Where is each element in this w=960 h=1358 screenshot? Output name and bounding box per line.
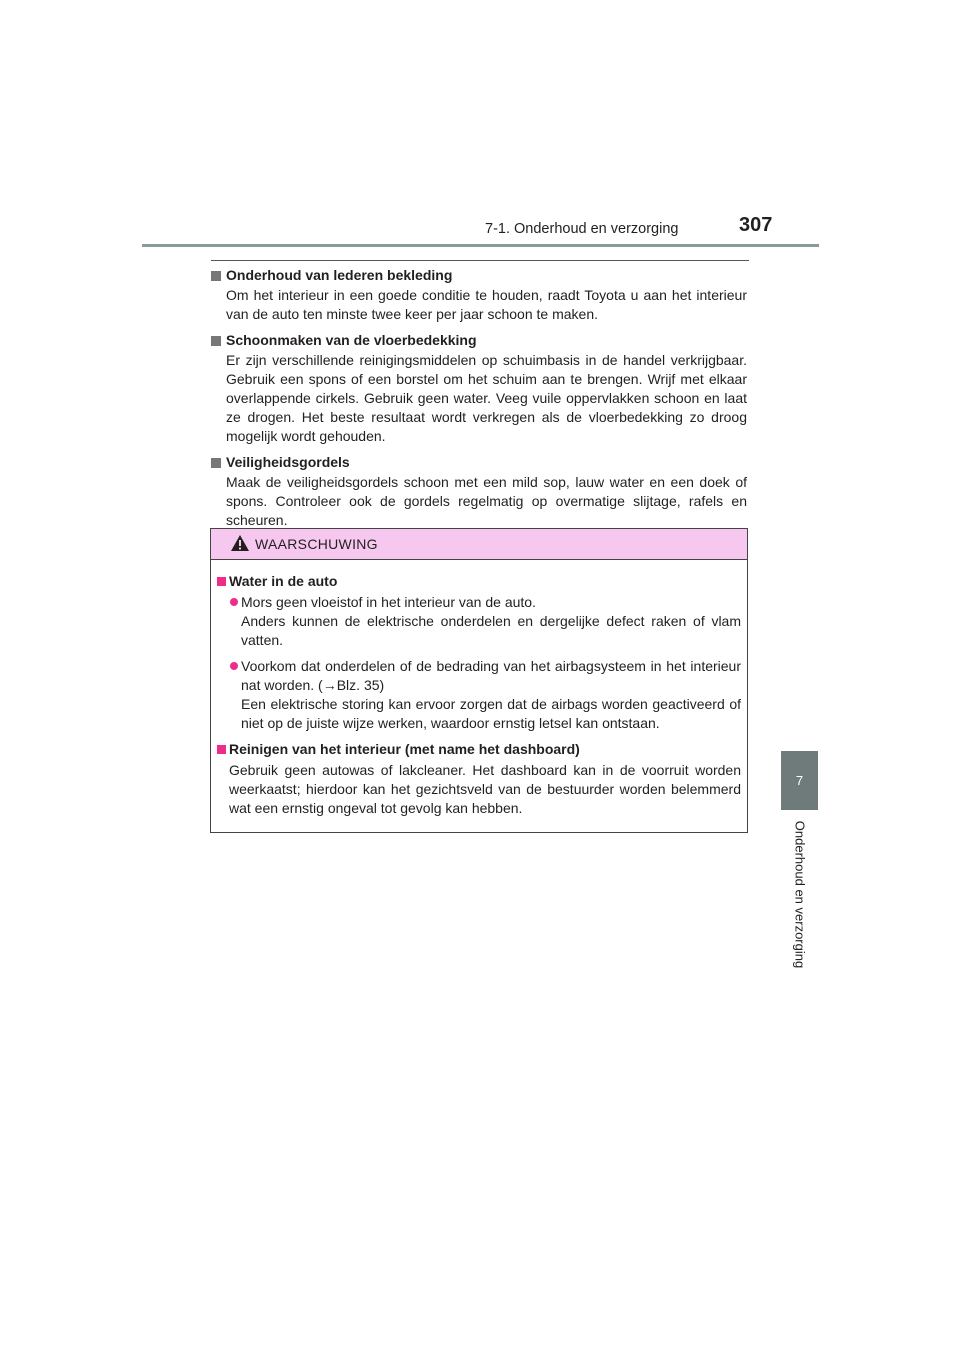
section-title: Schoonmaken van de vloerbedekking [226,332,477,348]
section-body: Om het interieur in een goede conditie te houden, raadt Toyota u aan het interieur van de auto ten minste twee keer per jaar schoon te maken. [226,287,747,322]
list-item: Mors geen vloeistof in het interieur van de auto. Anders kunnen de elektrische onderdelen en dergelijke defect raken of vlam vatten. [217,593,741,650]
square-bullet-icon [211,336,221,346]
warning-item-title: Reinigen van het interieur (met name het dashboard) [229,741,580,757]
chapter-tab: 7 [781,751,818,810]
warning-box [210,528,748,833]
list-item: Voorkom dat onderdelen of de bedrading van het airbagsysteem in het interieur nat worden. (→Blz. 35) Een elektrische storing kan ervoor zorgen dat de airbags worden geactiveerd of niet op de juiste wijze werken, waardoor ernstig letsel kan ontstaan. [217,657,741,733]
square-bullet-icon [217,745,226,754]
section-carpet [211,331,747,446]
square-bullet-icon [217,577,226,586]
section-body: Maak de veiligheidsgordels schoon met een mild sop, lauw water en een doek of spons. Controleer ook de gordels regelmatig op overmatige slijtage, rafels en scheuren. [226,474,747,528]
square-bullet-icon [211,458,221,468]
content-rule [211,260,749,261]
warning-title: WAARSCHUWING [255,536,378,552]
section-title: Onderhoud van lederen bekleding [226,267,453,283]
header-rule [142,244,819,247]
warning-item-title: Water in de auto [229,573,338,589]
square-bullet-icon [211,271,221,281]
section-leather [211,266,747,324]
chapter-title: Onderhoud en verzorging [792,820,808,969]
warning-body [211,560,747,818]
round-bullet-icon [230,662,238,670]
warning-triangle-icon [230,534,250,552]
round-bullet-icon [230,598,238,606]
section-title: Veiligheidsgordels [226,454,350,470]
warning-item-body: Gebruik geen autowas of lakcleaner. Het dashboard kan in de voorruit worden weerkaatst; hierdoor kan het gezichtsveld van de bestuurder worden belemmerd wat een ernstig ongeval tot gevolg kan hebben. [229,762,741,816]
main-content [211,266,747,537]
warning-header [211,529,747,560]
section-body: Er zijn verschillende reinigingsmiddelen op schuimbasis in de handel verkrijgbaar. Gebruik een spons of een borstel om het schuim aan te brengen. Wrijf met elkaar overlappende cirkels. Gebruik geen water. Veeg vuile oppervlakken schoon en laat ze drogen. Het beste resultaat wordt verkregen als de vloerbedekking zo droog mogelijk wordt gehouden. [226,352,747,444]
running-header-section: 7-1. Onderhoud en verzorging [485,221,679,237]
page-number: 307 [739,214,773,236]
section-seatbelts [211,453,747,530]
